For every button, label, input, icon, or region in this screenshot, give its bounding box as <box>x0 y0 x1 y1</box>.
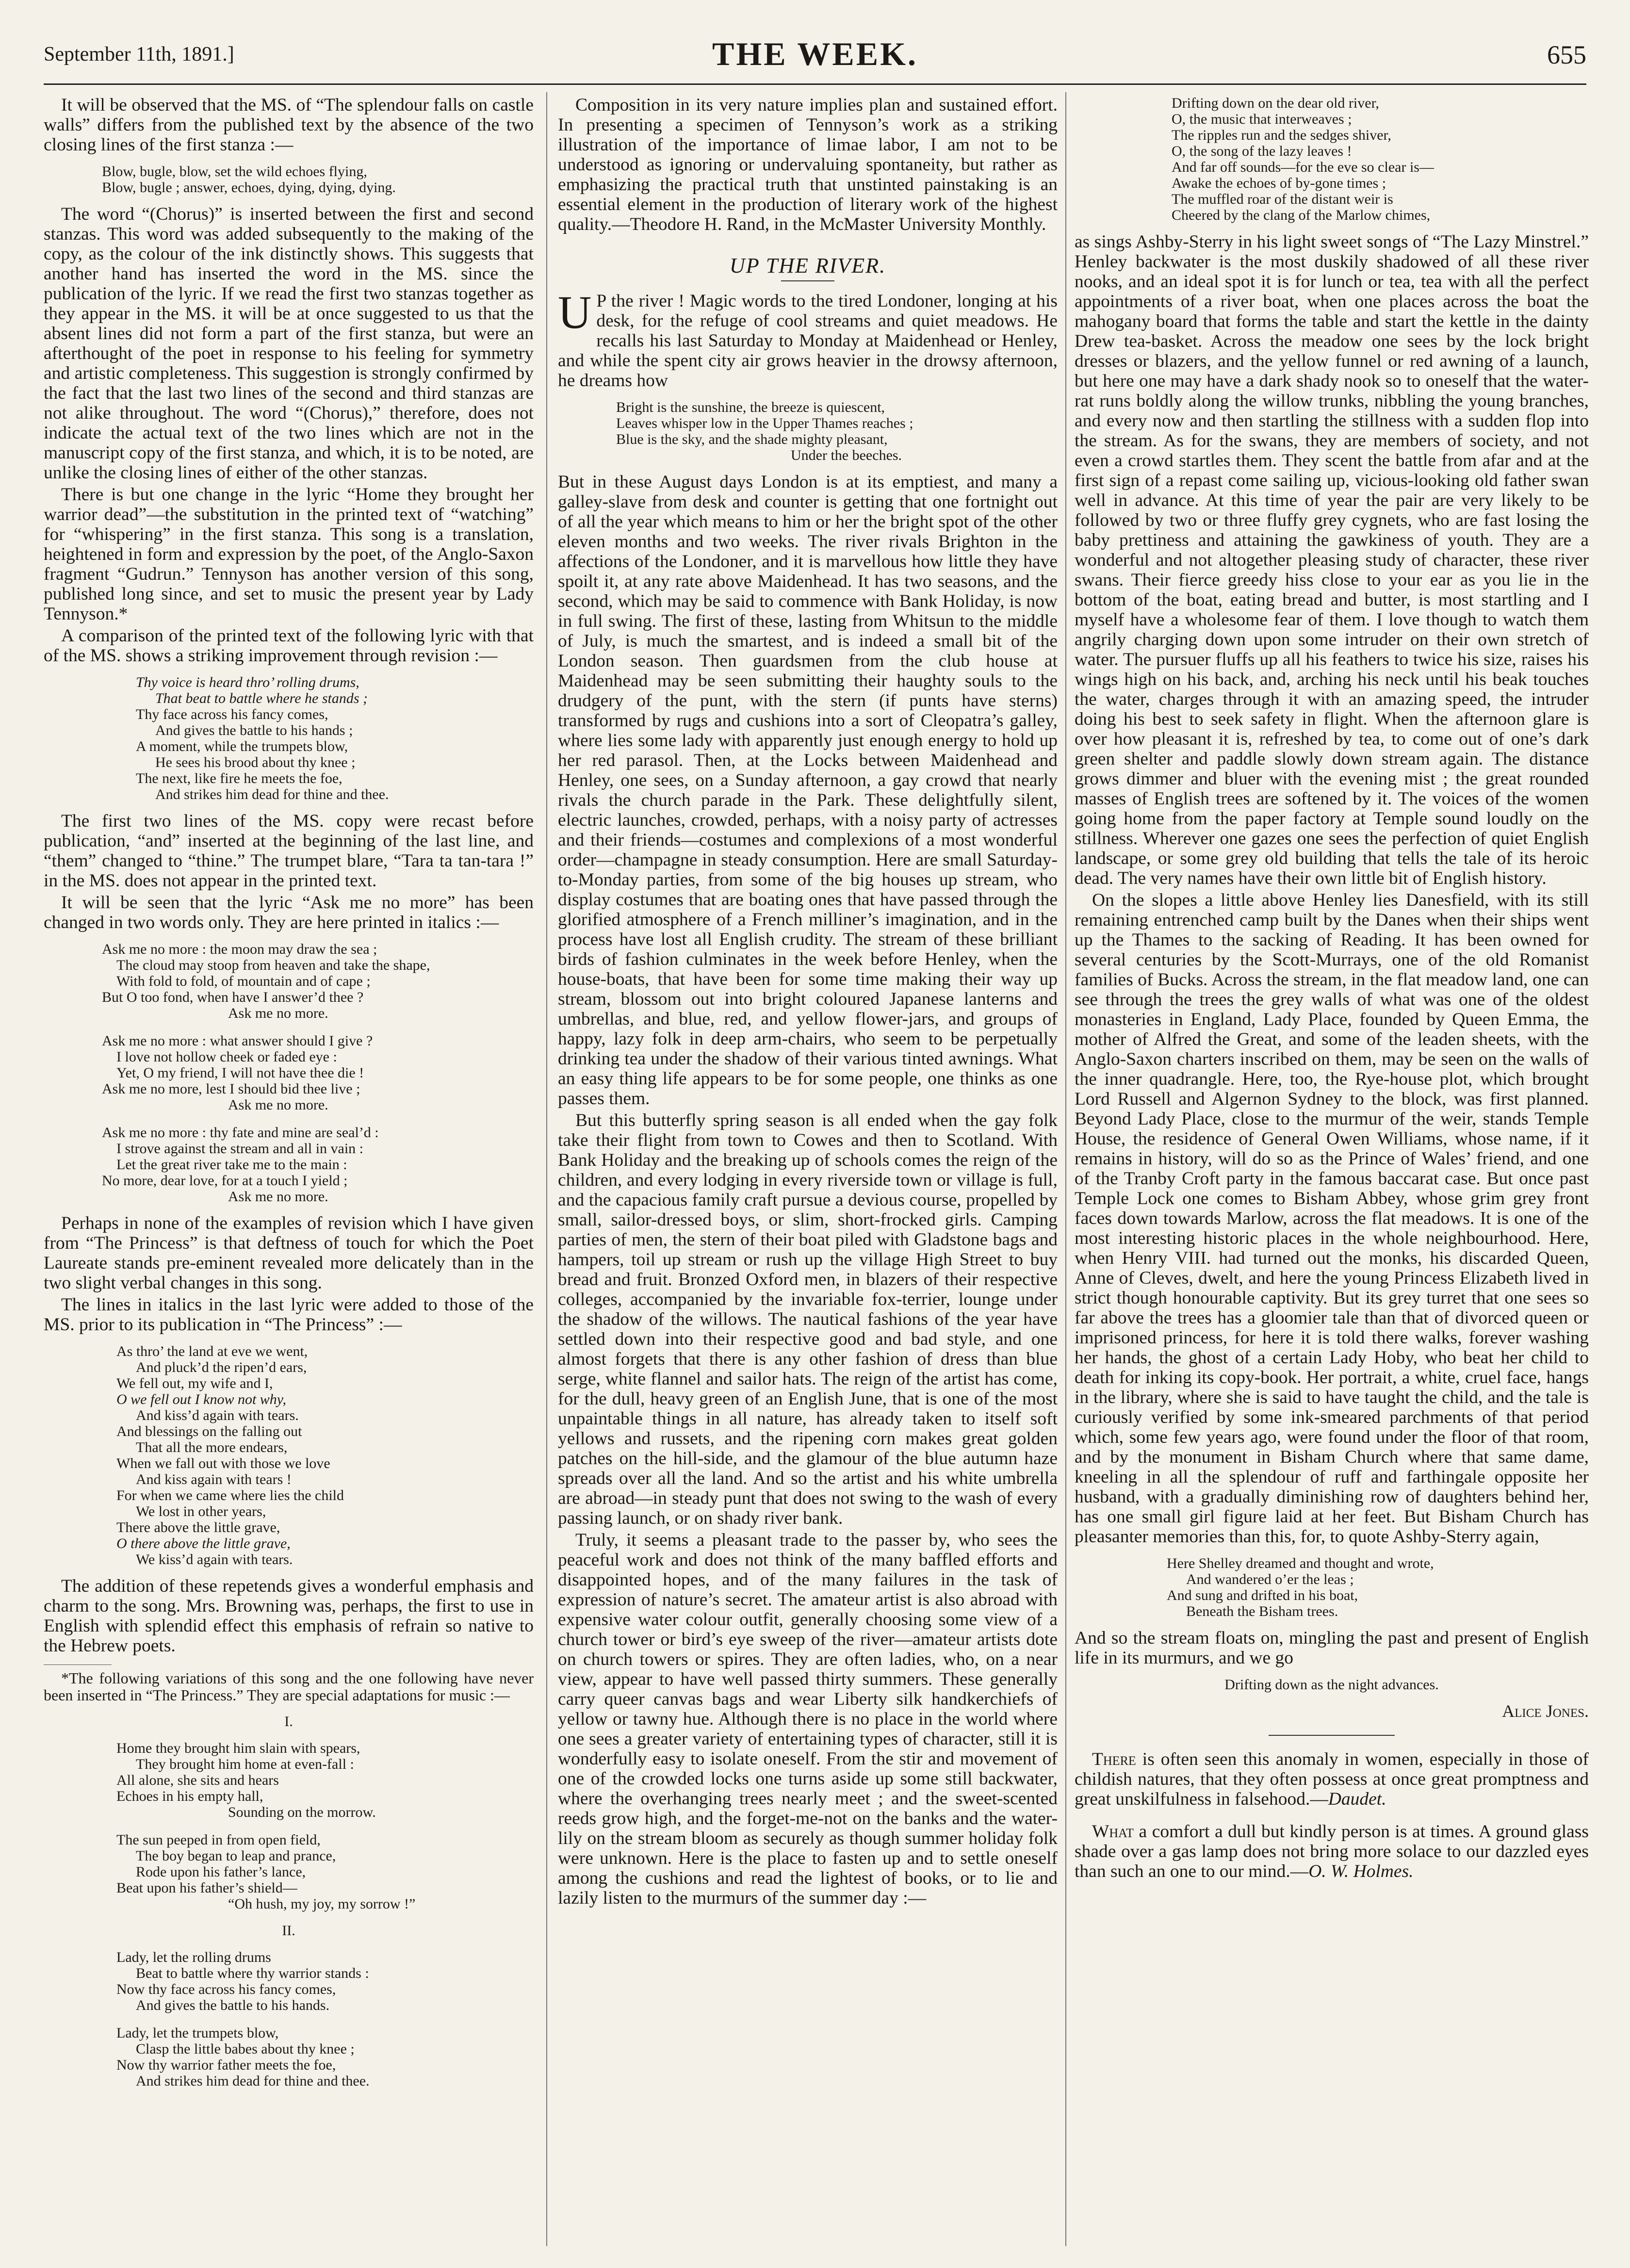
verse-block <box>1075 95 1589 223</box>
verse-line: He sees his brood about thy knee ; <box>155 754 356 770</box>
verse-line: Ask me no more : thy fate and mine are seal’d : <box>102 1125 379 1141</box>
publication-title: THE WEEK. <box>712 35 918 72</box>
verse-line: And sung and drifted in his boat, <box>1167 1587 1358 1603</box>
verse-line: O, the music that interweaves ; <box>1172 111 1352 127</box>
paragraph: The lines in italics in the last lyric were added to those of the MS. prior to its publication in “The Princess” :— <box>44 1295 534 1335</box>
verse-line: A moment, while the trumpets blow, <box>136 738 348 754</box>
verse-line: The muffled roar of the distant weir is <box>1172 191 1393 207</box>
verse-line: Now thy face across his fancy comes, <box>116 1981 336 1997</box>
header-rule <box>44 83 1586 85</box>
verse-line: And wandered o’er the leas ; <box>1186 1571 1354 1587</box>
quote-text: is often seen this anomaly in women, especially in those of childish natures, that they often possess at once great promptness and great unskilfulness in falsehood.— <box>1075 1749 1589 1809</box>
verse-line: Echoes in his empty hall, <box>116 1788 263 1804</box>
footnote-rule <box>44 1664 112 1665</box>
verse-line: We kiss’d again with tears. <box>136 1551 293 1567</box>
paragraph: It will be observed that the MS. of “The splendour falls on castle walls” differs from the published text by the absence of the two closing lines of the first stanza :— <box>44 95 534 155</box>
quote-source: Daudet. <box>1328 1789 1386 1809</box>
verse-line: Beneath the Bisham trees. <box>1186 1603 1338 1619</box>
issue-date: September 11th, 1891.] <box>44 43 234 65</box>
verse-line: And kiss’d again with tears. <box>136 1407 299 1423</box>
author-signature: Alice Jones. <box>1502 1701 1589 1721</box>
paragraph: There is but one change in the lyric “Home they brought her warrior dead”—the substitution in the printed text of “watching” for “whispering” in the first stanza. This song is a translation, heightened in form and expression by the poet, of the Anglo-Saxon fragment “Gudrun.” Tennyson has another version of this song, published long since, and set to music the present year by Lady Tennyson.* <box>44 485 534 624</box>
verse-block <box>44 1949 534 2089</box>
quote-text: a comfort a dull but kindly person is at times. A ground glass shade over a gas lamp does not bring more solace to our dazzled eyes than such an one to our mind.— <box>1075 1822 1589 1881</box>
paragraph: And so the stream floats on, mingling the past and present of English life in its murmurs, and we go <box>1075 1628 1589 1668</box>
verse-line: And gives the battle to his hands. <box>136 1997 330 2013</box>
verse-line: Ask me no more. <box>228 1005 328 1021</box>
verse-line: Here Shelley dreamed and thought and wrote, <box>1167 1555 1434 1571</box>
quote-paragraph <box>1075 1749 1589 1809</box>
verse-line: And pluck’d the ripen’d ears, <box>136 1359 307 1375</box>
verse-block <box>44 674 534 802</box>
verse-line: We fell out, my wife and I, <box>116 1375 273 1391</box>
verse-line: Now thy warrior father meets the foe, <box>116 2057 336 2073</box>
verse-line: The next, like fire he meets the foe, <box>136 770 342 786</box>
lead-word: What <box>1092 1822 1134 1842</box>
verse-line: Home they brought him slain with spears, <box>116 1740 360 1756</box>
verse-line: Drifting down on the dear old river, <box>1172 95 1379 111</box>
paragraph: A comparison of the printed text of the following lyric with that of the MS. shows a striking improvement through revision :— <box>44 626 534 666</box>
verse-line: Blow, bugle, blow, set the wild echoes flying, <box>102 163 367 179</box>
paragraph: The first two lines of the MS. copy were recast before publication, “and” inserted at the beginning of the last line, and “them” changed to “thine.” The trumpet blare, “Tara ta tan-tara !” in the MS. does not appear in the printed text. <box>44 811 534 891</box>
quote-paragraph <box>1075 1822 1589 1881</box>
paragraph: Truly, it seems a pleasant trade to the passer by, who sees the peaceful work and does not think of the many baffled efforts and disappointed hopes, and of the many failures in the task of expression of nature’s secret. The amateur artist is also abroad with expensive water colour outfit, generally choosing some view of a church tower or bird’s eye sweep of the river—amateur artists dote on church towers or spires. They are often ladies, who, on a near view, appear to have well passed thirty summers. These generally carry queer canvas bags and wear Liberty silk handkerchiefs of yellow or tawny hue. Although there is no place in the world where one sees a greater variety of entertaining types of character, still it is wonderfully easy to isolate oneself. From the stir and movement of one of the crowded locks one turns aside up some still backwater, where the overhanging trees nearly meet ; and the sweet-scented reeds grow high, and the forget-me-not on the banks and the water-lily on the stream bloom as securely as though summer holiday folk were unknown. Here is the place to fasten up and to settle oneself among the cushions and read the lightest of books, or to lie and lazily listen to the murmurs of the summer day :— <box>558 1530 1058 1908</box>
verse-line: That all the more endears, <box>136 1439 288 1455</box>
page-header <box>44 28 1586 82</box>
verse-line: Lady, let the rolling drums <box>116 1949 271 1965</box>
verse-line: Thy voice is heard thro’ rolling drums, <box>136 674 359 690</box>
verse-block <box>44 1740 534 1912</box>
section-numeral: II. <box>282 1923 295 1939</box>
verse-line: As thro’ the land at eve we went, <box>116 1343 308 1359</box>
verse-line: The cloud may stoop from heaven and take the shape, <box>116 957 430 973</box>
column-left <box>44 95 534 2249</box>
verse-line: Cheered by the clang of the Marlow chimes, <box>1172 207 1431 223</box>
verse-line: I love not hollow cheek or faded eye : <box>116 1049 337 1065</box>
paragraph: The addition of these repetends gives a wonderful emphasis and charm to the song. Mrs. Browning was, perhaps, the first to use in English with splendid effect this emphasis of refrain so native to the Hebrew poets. <box>44 1576 534 1656</box>
lead-word: There <box>1092 1749 1136 1769</box>
verse-line: For when we came where lies the child <box>116 1487 344 1503</box>
verse-line: We lost in other years, <box>136 1503 266 1519</box>
verse-line: Clasp the little babes about thy knee ; <box>136 2041 355 2057</box>
verse-line: Ask me no more, lest I should bid thee live ; <box>102 1081 360 1097</box>
verse-block <box>1075 1555 1589 1619</box>
verse-block <box>44 941 534 1205</box>
paragraph: The word “(Chorus)” is inserted between the first and second stanzas. This word was added subsequently to the making of the copy, as the colour of the ink distinctly shows. This suggests that another hand has inserted the word in the MS. since the publication of the lyric. If we read the first two stanzas together as they appear in the MS. it will be at once suggested to us that the absent lines did not form a part of the first stanza, but were an afterthought of the poet in response to his feeling for symmetry and artistic completeness. This suggestion is strongly confirmed by the fact that the last two lines of the second and third stanzas are not alike throughout. The word “(Chorus),” therefore, does not indicate the actual text of the two lines which are not in the manuscript copy of the first stanza, and which, it is to be noted, are unlike the closing lines of either of the other stanzas. <box>44 204 534 483</box>
title-rule <box>781 280 834 281</box>
verse-line: Under the beeches. <box>791 447 902 463</box>
verse-line: The ripples run and the sedges shiver, <box>1172 127 1391 143</box>
verse-line: Beat upon his father’s shield— <box>116 1880 297 1896</box>
verse-line: Lady, let the trumpets blow, <box>116 2025 279 2041</box>
verse-line: Beat to battle where thy warrior stands : <box>136 1965 369 1981</box>
verse-line: The sun peeped in from open field, <box>116 1832 321 1848</box>
column-middle <box>558 95 1058 2249</box>
paragraph: On the slopes a little above Henley lies Danesfield, with its still remaining entrenched camp built by the Danes when their ships went up the Thames to the sacking of Reading. It has been owned for several centuries by the Scott-Murrays, one of the old Romanist families of Bucks. Across the stream, in the flat meadow land, one can see through the trees the grey walls of what was one of the oldest monasteries in England, Lady Place, founded by Queen Emma, the mother of Alfred the Great, and some of the leaden sheets, with the Anglo-Saxon charters inscribed on them, may be seen on the walls of the inner quadrangle. Here, too, the Rye-house plot, which brought Lord Russell and Algernon Sydney to the block, was first planned. Beyond Lady Place, close to the murmur of the weir, stands Temple House, the residence of General Owen Williams, whose name, if it remains in history, will do so as the Prince of Wales’ friend, and one of the Tranby Croft party in the famous baccarat case. But once past Temple Lock one comes to Bisham Abbey, whose grim grey front faces down towards Marlow, across the flat meadows. It is one of the most interesting historic places in the whole neighbourhood. Here, when Henry VIII. had turned out the monks, his discarded Queen, Anne of Cleves, dwelt, and here the young Princess Elizabeth lived in strict though honourable captivity. But its grey turret that one sees so far above the trees has a gloomier tale than that of divorced queen or imprisoned princess, for here it is told there walks, forever washing her hands, the ghost of a certain Lady Hoby, who beat her child to death for inking its copy-book. Her portrait, a white, cruel face, hangs in the library, where she is said to have taught the child, and the tale is curiously verified by some ink-smeared parchments of that period which, some few years ago, were found under the floor of that room, and by the monument in Bisham Church where that same dame, kneeling in all the splendour of ruff and farthingale opposite her husband, with a gradually diminishing row of daughters behind her, has one small girl figure laid at her feet. But Bisham Church has pleasanter memories than this, for, to quote Ashby-Sterry again, <box>1075 890 1589 1547</box>
verse-line: That beat to battle where he stands ; <box>155 690 368 706</box>
verse-line: And blessings on the falling out <box>116 1423 302 1439</box>
verse-line: O, the song of the lazy leaves ! <box>1172 143 1352 159</box>
column-divider <box>1065 92 1066 2246</box>
verse-block <box>558 399 1058 463</box>
paragraph: Composition in its very nature implies plan and sustained effort. In presenting a specimen of Tennyson’s work as a striking illustration of the importance of limae labor, I am not to be understood as ignoring or undervaluing spontaneity, but rather as emphasizing the practical truth that unstinted painstaking is an essential element in the production of literary work of the highest quality.—Theodore H. Rand, in the McMaster University Monthly. <box>558 95 1058 234</box>
verse-line: Ask me no more. <box>228 1189 328 1205</box>
verse-block <box>44 163 534 196</box>
paragraph: as sings Ashby-Sterry in his light sweet songs of “The Lazy Minstrel.” Henley backwater is the most duskily shadowed of all these river nooks, and an ideal spot it is for lunch or tea, tea with all the perfect appointments of a river boat, when one places across the boat the mahogany board that forms the table and start the kettle in the dainty Drew tea-basket. Across the meadow one sees by the lock bright dresses or blazers, and the yellow funnel or red awning of a launch, but here one may have a dark shady nook so to oneself that the water-rat runs boldly along the willow trunks, nibbling the young branches, and every now and then startling the stillness with a sudden flop into the stream. As for the swans, they are members of society, and not even a crowd startles them. They scent the battle from afar and at the first sign of a repast come sailing up, vicious-looking old father swan well in advance. At this time of year the pair are very likely to be followed by two or three fluffy grey cygnets, who are fast losing the baby prettiness and attaining the gawkiness of youth. They are a wonderful and not altogether pleasing study of character, these river swans. Their fierce greedy hiss close to your ear as you lie in the bottom of the boat, eating bread and butter, is most startling and I myself have a wholesome fear of them. I love though to watch them angrily charging down upon some intruder on their own stretch of water. The pursuer fluffs up all his feathers to twice his size, raises his wings high on his back, and, arching his neck until his beak touches the water, charges through it with an amazing speed, the intruder doing his best to seek safety in flight. When the afternoon glare is over how pleasant it is, refreshed by tea, to come out of one’s dark green shelter and paddle slowly down stream again. The distance grows dimmer and bluer with the evening mist ; the great rounded masses of English trees are softened by it. The voices of the women going home from the paper factory at Temple sound loudly on the stillness. Wherever one gazes one sees the perfection of quiet English landscape, or some grey old building that tells the tale of its heroic dead. The very names have their own little bit of English history. <box>1075 232 1589 888</box>
verse-block <box>44 1343 534 1567</box>
column-divider <box>546 92 547 2246</box>
verse-line: And kiss again with tears ! <box>136 1471 292 1487</box>
verse-line: With fold to fold, of mountain and of cape ; <box>116 973 371 989</box>
verse-line: When we fall out with those we love <box>116 1455 330 1471</box>
verse-line: Thy face across his fancy comes, <box>136 706 328 722</box>
verse-line: Bright is the sunshine, the breeze is quiescent, <box>616 399 885 415</box>
column-right <box>1075 95 1589 2249</box>
verse-line: Ask me no more. <box>228 1097 328 1113</box>
paragraph: It will be seen that the lyric “Ask me no more” has been changed in two words only. They are here printed in italics :— <box>44 893 534 932</box>
verse-line: And far off sounds—for the eve so clear is— <box>1172 159 1434 175</box>
verse-line: No more, dear love, for at a touch I yield ; <box>102 1173 348 1189</box>
verse-line: Rode upon his father’s lance, <box>136 1864 306 1880</box>
verse-line: Awake the echoes of by-gone times ; <box>1172 175 1386 191</box>
verse-line: They brought him home at even-fall : <box>136 1756 354 1772</box>
verse-line: All alone, she sits and hears <box>116 1772 279 1788</box>
verse-line: I strove against the stream and all in vain : <box>116 1141 364 1157</box>
footnote: *The following variations of this song and the one following have never been inserted in “The Princess.” They are special adaptations for music :— <box>44 1669 534 1704</box>
verse-line: O there above the little grave, <box>116 1535 291 1551</box>
verse-line: Blow, bugle ; answer, echoes, dying, dying, dying. <box>102 179 396 196</box>
paragraph: But this butterfly spring season is all ended when the gay folk take their flight from town to Cowes and then to Scotland. With Bank Holiday and the breaking up of schools comes the reign of the children, and every lodging in every riverside town or village is full, and the capacious family craft pursue a devious course, propelled by small, sailor-dressed boys, or slim, short-frocked girls. Camping parties of men, the stern of their boat piled with Gladstone bags and hampers, toil up stream or rush up the village High Street to buy bread and fruit. Bronzed Oxford men, in blazers of their respective colleges, accompanied by the invariable fox-terrier, lounge under the shadow of the willows. The nautical fashions of the year have settled down into their respective good and bad style, and one almost forgets that there is any other fashion of dress than blue serge, white flannel and sailor hats. The reign of the artist has come, for the dull, heavy green of an English June, that is one of the most unpaintable things in all nature, has already taken to itself soft yellows and russets, and the ripening corn makes great golden patches on the hill-side, and the glamour of the blue autumn haze spreads over all the land. And so the artist and his white umbrella are abroad—in steady punt that does not swing to the wash of every passing launch, or on shady river bank. <box>558 1110 1058 1528</box>
verse-line: And strikes him dead for thine and thee. <box>136 2073 370 2089</box>
verse-line: There above the little grave, <box>116 1519 280 1535</box>
verse-line: Ask me no more : the moon may draw the sea ; <box>102 941 377 957</box>
paragraph: Perhaps in none of the examples of revision which I have given from “The Princess” is that deftness of touch for which the Poet Laureate stands pre-eminent revealed more delicately than in the two slight verbal changes in this song. <box>44 1213 534 1293</box>
quote-source: O. W. Holmes. <box>1308 1861 1414 1881</box>
drop-cap: U <box>558 286 592 338</box>
verse-line: Let the great river take me to the main : <box>116 1157 347 1173</box>
article-title: UP THE RIVER. <box>729 254 886 277</box>
verse-line: Ask me no more : what answer should I give ? <box>102 1033 373 1049</box>
verse-line: “Oh hush, my joy, my sorrow !” <box>228 1896 416 1912</box>
verse-line: The boy began to leap and prance, <box>136 1848 336 1864</box>
verse-line: But O too fond, when have I answer’d thee ? <box>102 989 364 1005</box>
verse-line: O we fell out I know not why, <box>116 1391 286 1407</box>
verse-line: Yet, O my friend, I will not have thee die ! <box>116 1065 364 1081</box>
verse-line: Drifting down as the night advances. <box>1224 1677 1439 1693</box>
verse-line: And strikes him dead for thine and thee. <box>155 786 389 802</box>
paragraph: P the river ! Magic words to the tired Londoner, longing at his desk, for the refuge of cool streams and quiet meadows. He recalls his last Saturday to Monday at Maidenhead or Henley, and while the spent city air grows heavier in the drowsy afternoon, he dreams how <box>558 291 1058 391</box>
section-rule <box>1269 1735 1395 1736</box>
page-number: 655 <box>1547 40 1586 69</box>
paragraph: But in these August days London is at its emptiest, and many a galley-slave from desk and counter is getting that one fortnight out of all the year which means to him or her the bright spot of the other eleven months and two weeks. The river rivals Brighton in the affections of the Londoner, and it is marvellous how little they have spoilt it, at any rate above Maidenhead. It has two seasons, and the second, which may be said to commence with Bank Holiday, is now in full swing. The first of these, lasting from Whitsun to the middle of July, is much the smartest, and is indeed a small bit of the London season. Then guardsmen from the club house at Maidenhead may be seen submitting their haughty souls to the drudgery of the punt, with the stern (if punts have sterns) transformed by rugs and cushions into a sort of Cleopatra’s galley, where lies some lady with apparently just enough energy to hold up her red parasol. Then, at the Locks between Maidenhead and Henley, one sees, on a Sunday afternoon, a gay crowd that nearly rivals the church parade in the Park. These delightfully silent, electric launches, crowded, perhaps, with a noisy party of actresses and their friends—costumes and complexions of a most wonderful order—champagne in steady consumption. Here are small Saturday-to-Monday parties, from some of the big houses up stream, who display costumes that are boating ones that have passed through the glorified atmosphere of a French milliner’s imagination, and in the process have lost all English crudity. The stream of these brilliant birds of fashion culminates in the week before Henley, when the house-boats, that have been for some time making their way up stream, blossom out into bright coloured Japanese lanterns and umbrellas, and blue, red, and yellow flower-jars, and groups of happy, lazy folk in deep arm-chairs, who seem to be perpetually drinking tea under the shadow of their various tinted awnings. What an easy thing life appears to be for some people, one thinks as one passes them. <box>558 472 1058 1109</box>
verse-line: Sounding on the morrow. <box>228 1804 376 1820</box>
section-numeral: I. <box>284 1713 293 1730</box>
verse-line: And gives the battle to his hands ; <box>155 722 353 738</box>
verse-line: Blue is the sky, and the shade mighty pleasant, <box>616 431 888 447</box>
verse-line: Leaves whisper low in the Upper Thames reaches ; <box>616 415 913 431</box>
